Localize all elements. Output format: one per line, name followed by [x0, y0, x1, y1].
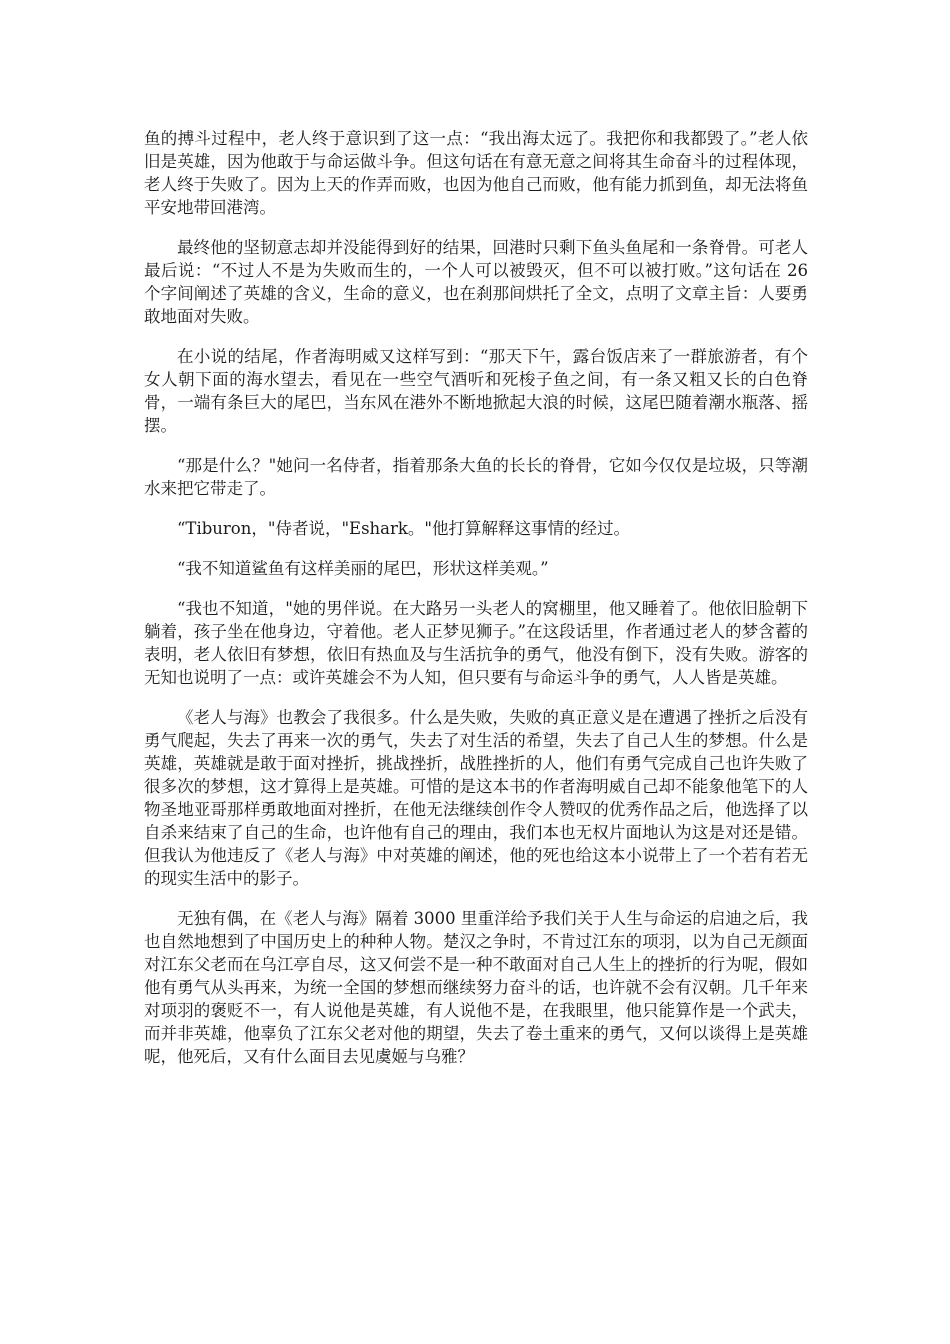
paragraph-6: “我不知道鲨鱼有这样美丽的尾巴，形状这样美观。”: [177, 559, 549, 578]
paragraph-7: “我也不知道，"她的男伴说。在大路另一头老人的窝棚里，他又睡着了。他依旧脸朝下躺着，孩子坐在他身边，守着他。老人正梦见狮子。”在这段话里，作者通过老人的梦含蓄的表明，老人依旧有梦想，依旧有热血及与生活抗争的勇气，他没有倒下，没有失败。游客的无知也说明了一点：或许英雄会不为人知，但只要有与命运斗争的勇气，人人皆是英雄。: [144, 599, 808, 687]
document-body: [144, 127, 808, 1085]
paragraph-3: 在小说的结尾，作者海明威又这样写到：“那天下午，露台饭店来了一群旅游者，有个女人朝下面的海水望去，看见在一些空气酒听和死梭子鱼之间，有一条又粗又长的白色脊骨，一端有条巨大的尾巴，当东风在港外不断地掀起大浪的时候，这尾巴随着潮水瓶落、摇摆。: [144, 347, 808, 435]
paragraph-4: “那是什么？"她问一名侍者，指着那条大鱼的长长的脊骨，它如今仅仅是垃圾，只等潮水来把它带走了。: [144, 456, 808, 498]
paragraph-9: 无独有偶，在《老人与海》隔着 3000 里重洋给予我们关于人生与命运的启迪之后，我也自然地想到了中国历史上的种种人物。楚汉之争时，不肯过江东的项羽，以为自己无颜面对江东父老而在乌江亭自尽，这又何尝不是一种不敢面对自己人生上的挫折的行为呢，假如他有勇气从头再来，为统一全国的梦想而继续努力奋斗的话，也许就不会有汉朝。几千年来对项羽的褒贬不一，有人说他是英雄，有人说他不是，在我眼里，他只能算作是一个武夫，而并非英雄，他辜负了江东父老对他的期望，失去了卷土重来的勇气，又何以谈得上是英雄呢，他死后，又有什么面目去见虞姬与乌雅？: [144, 909, 808, 1066]
paragraph-5: “Tiburon，"侍者说，"Eshark。"他打算解释这事情的经过。: [177, 519, 630, 538]
paragraph-1: 鱼的搏斗过程中，老人终于意识到了这一点：“我出海太远了。我把你和我都毁了。”老人依旧是英雄，因为他敢于与命运做斗争。但这句话在有意无意之间将其生命奋斗的过程体现，老人终于失败了。因为上天的作弄而败，也因为他自己而败，他有能力抓到鱼，却无法将鱼平安地带回港湾。: [144, 129, 808, 217]
paragraph-8: 《老人与海》也教会了我很多。什么是失败，失败的真正意义是在遭遇了挫折之后没有勇气爬起，失去了再来一次的勇气，失去了对生活的希望，失去了自己人生的梦想。什么是英雄，英雄就是敢于面对挫折，挑战挫折，战胜挫折的人，他们有勇气完成自己也许失败了很多次的梦想，这才算得上是英雄。可惜的是这本书的作者海明威自己却不能象他笔下的人物圣地亚哥那样勇敢地面对挫折，在他无法继续创作令人赞叹的优秀作品之后，他选择了以自杀来结束了自己的生命，也许他有自己的理由，我们本也无权片面地认为这是对还是错。但我认为他违反了《老人与海》中对英雄的阐述，他的死也给这本小说带上了一个若有若无的现实生活中的影子。: [144, 708, 808, 888]
paragraph-2: 最终他的坚韧意志却并没能得到好的结果，回港时只剩下鱼头鱼尾和一条脊骨。可老人最后说：“不过人不是为失败而生的，一个人可以被毁灭，但不可以被打败。”这句话在 26 个字间阐述了英雄的含义，生命的意义，也在刹那间烘托了全文，点明了文章主旨：人要勇敢地面对失败。: [144, 238, 808, 326]
